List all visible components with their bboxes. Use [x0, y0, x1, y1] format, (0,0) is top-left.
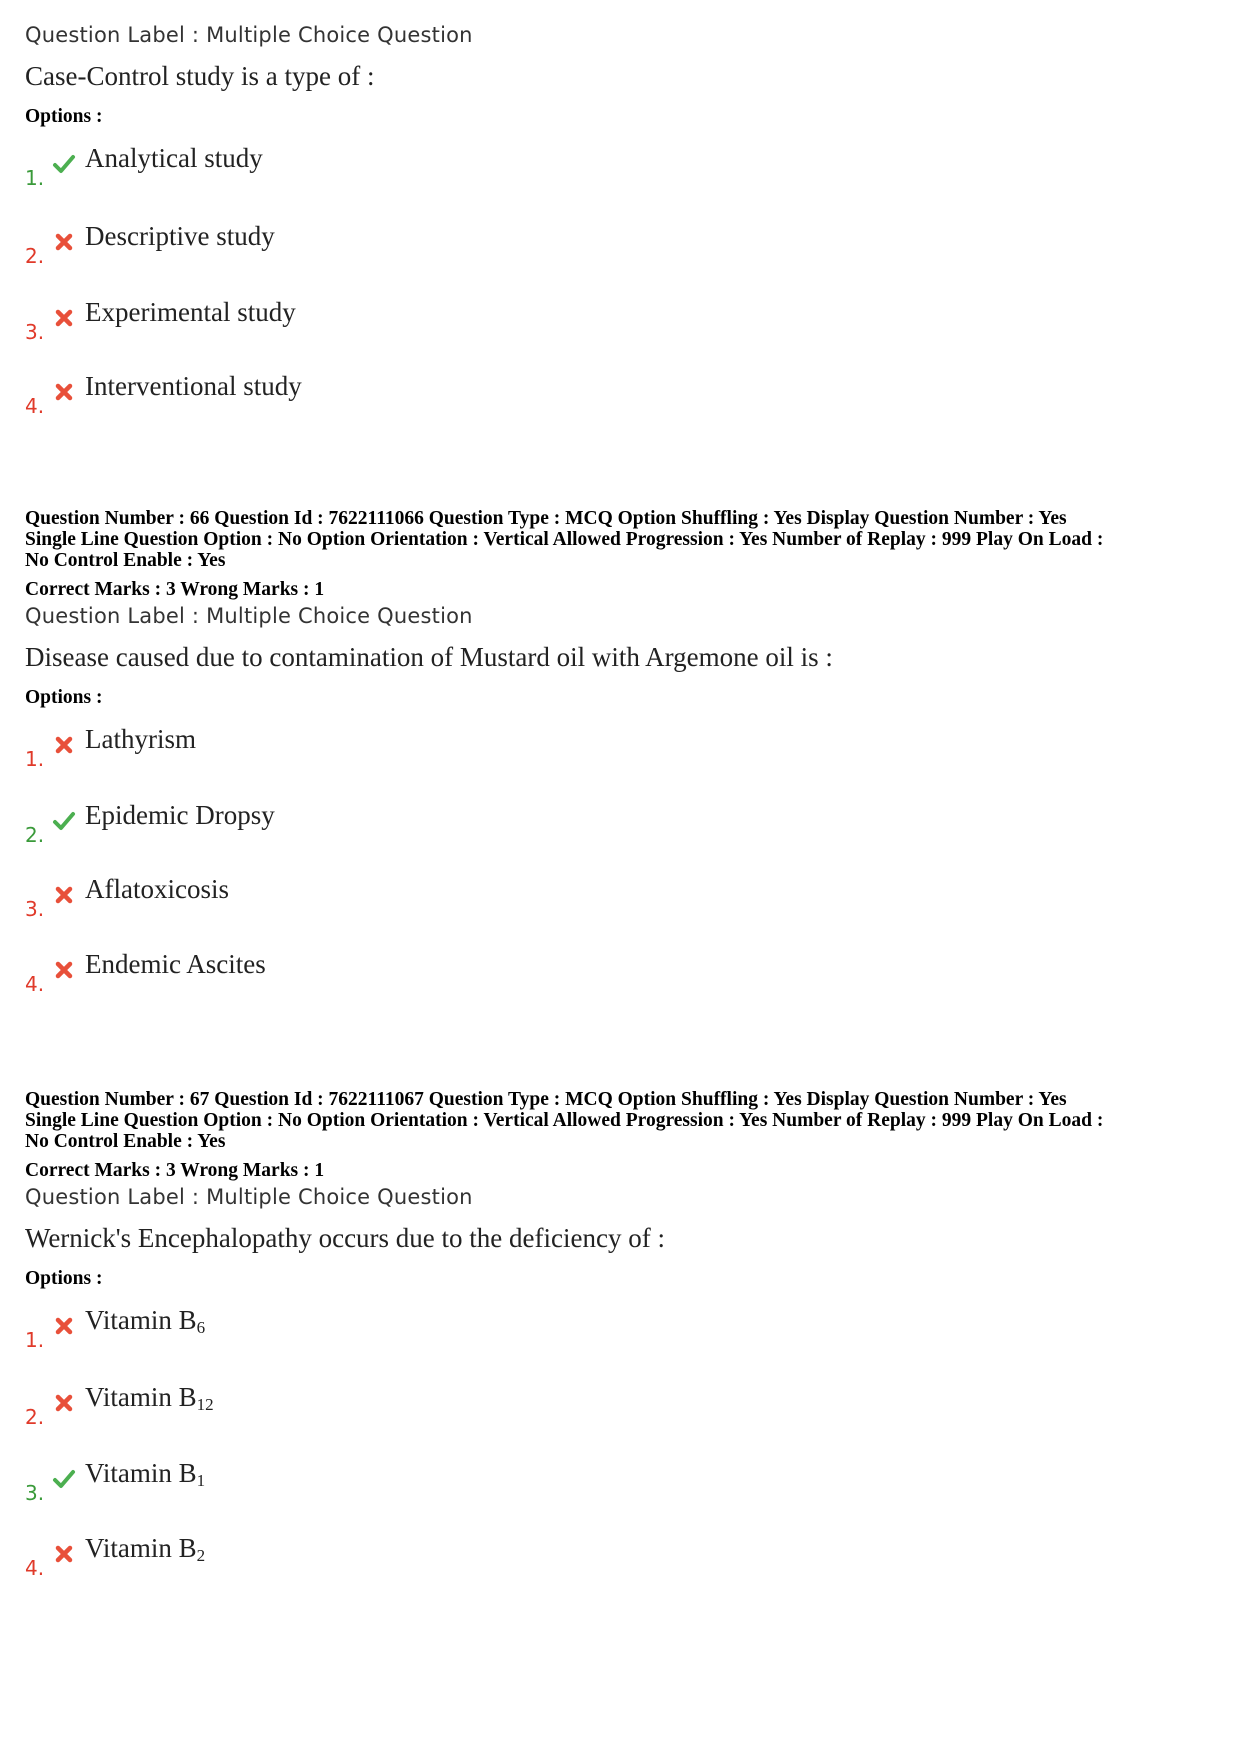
question-block-1 [25, 22, 1215, 448]
option-text: Lathyrism [85, 724, 196, 754]
options-label: Options : [25, 687, 103, 708]
option-text [85, 1532, 205, 1564]
options-label: Options : [25, 106, 103, 127]
cross-icon [52, 958, 76, 982]
option-number: 1. [25, 1328, 45, 1352]
option-item [25, 298, 1215, 372]
marks-line: Correct Marks : 3 Wrong Marks : 1 [25, 579, 325, 600]
option-number: 2. [25, 1405, 45, 1429]
option-number: 3. [25, 320, 45, 344]
question-text: Case-Control study is a type of : [25, 61, 375, 91]
option-item [25, 1383, 1215, 1459]
option-number: 4. [25, 972, 45, 996]
cross-icon [52, 306, 76, 330]
option-text [85, 1381, 214, 1413]
option-subscript: 1 [196, 1471, 206, 1490]
option-text: Epidemic Dropsy [85, 800, 275, 830]
options-list [25, 144, 1215, 448]
option-item [25, 950, 1215, 1026]
option-item [25, 1534, 1215, 1610]
question-meta-line: Question Number : 66 Question Id : 7622111066 Question Type : MCQ Option Shuffling : Yes Display Question Number : Yes [25, 508, 1067, 529]
option-item [25, 801, 1215, 875]
option-number: 4. [25, 1556, 45, 1580]
option-number: 4. [25, 394, 45, 418]
option-number: 2. [25, 244, 45, 268]
option-number: 3. [25, 1481, 45, 1505]
cross-icon [52, 1314, 76, 1338]
option-subscript: 2 [196, 1546, 206, 1565]
question-text: Wernick's Encephalopathy occurs due to the deficiency of : [25, 1223, 665, 1253]
option-subscript: 6 [196, 1318, 206, 1337]
option-item [25, 222, 1215, 298]
question-label: Question Label : Multiple Choice Question [25, 1185, 473, 1209]
question-label: Question Label : Multiple Choice Question [25, 23, 473, 47]
question-label: Question Label : Multiple Choice Question [25, 604, 473, 628]
check-icon [52, 809, 76, 833]
cross-icon [52, 230, 76, 254]
question-meta-line: Single Line Question Option : No Option Orientation : Vertical Allowed Progression : Yes Number of Replay : 999 Play On Load : [25, 1110, 1104, 1131]
option-text-main: Vitamin B [85, 1305, 197, 1335]
check-icon [52, 1467, 76, 1491]
option-item [25, 372, 1215, 448]
option-number: 1. [25, 747, 45, 771]
option-text: Aflatoxicosis [85, 874, 229, 904]
option-number: 3. [25, 897, 45, 921]
options-label: Options : [25, 1268, 103, 1289]
option-text [85, 1304, 205, 1336]
option-item [25, 1459, 1215, 1534]
question-block-67 [25, 1089, 1215, 1610]
question-meta-line: Single Line Question Option : No Option Orientation : Vertical Allowed Progression : Yes Number of Replay : 999 Play On Load : [25, 529, 1104, 550]
option-item [25, 1306, 1215, 1383]
cross-icon [52, 1391, 76, 1415]
option-text: Endemic Ascites [85, 949, 266, 979]
question-meta-line: Question Number : 67 Question Id : 7622111067 Question Type : MCQ Option Shuffling : Yes Display Question Number : Yes [25, 1089, 1067, 1110]
check-icon [52, 152, 76, 176]
question-text: Disease caused due to contamination of Mustard oil with Argemone oil is : [25, 642, 833, 672]
option-text: Experimental study [85, 297, 296, 327]
option-text-main: Vitamin B [85, 1458, 197, 1488]
options-list [25, 1306, 1215, 1610]
option-text-main: Vitamin B [85, 1382, 197, 1412]
option-number: 1. [25, 166, 45, 190]
option-item [25, 144, 1215, 222]
option-item [25, 725, 1215, 801]
option-text: Analytical study [85, 143, 263, 173]
question-meta-line: No Control Enable : Yes [25, 550, 226, 571]
option-subscript: 12 [196, 1395, 214, 1414]
option-text [85, 1457, 205, 1489]
question-meta-line: No Control Enable : Yes [25, 1131, 226, 1152]
option-text: Interventional study [85, 371, 302, 401]
cross-icon [52, 1542, 76, 1566]
cross-icon [52, 733, 76, 757]
question-block-66 [25, 508, 1215, 1026]
options-list [25, 725, 1215, 1026]
option-text: Descriptive study [85, 221, 275, 251]
cross-icon [52, 380, 76, 404]
option-text-main: Vitamin B [85, 1533, 197, 1563]
cross-icon [52, 883, 76, 907]
marks-line: Correct Marks : 3 Wrong Marks : 1 [25, 1160, 325, 1181]
option-item [25, 875, 1215, 950]
option-number: 2. [25, 823, 45, 847]
